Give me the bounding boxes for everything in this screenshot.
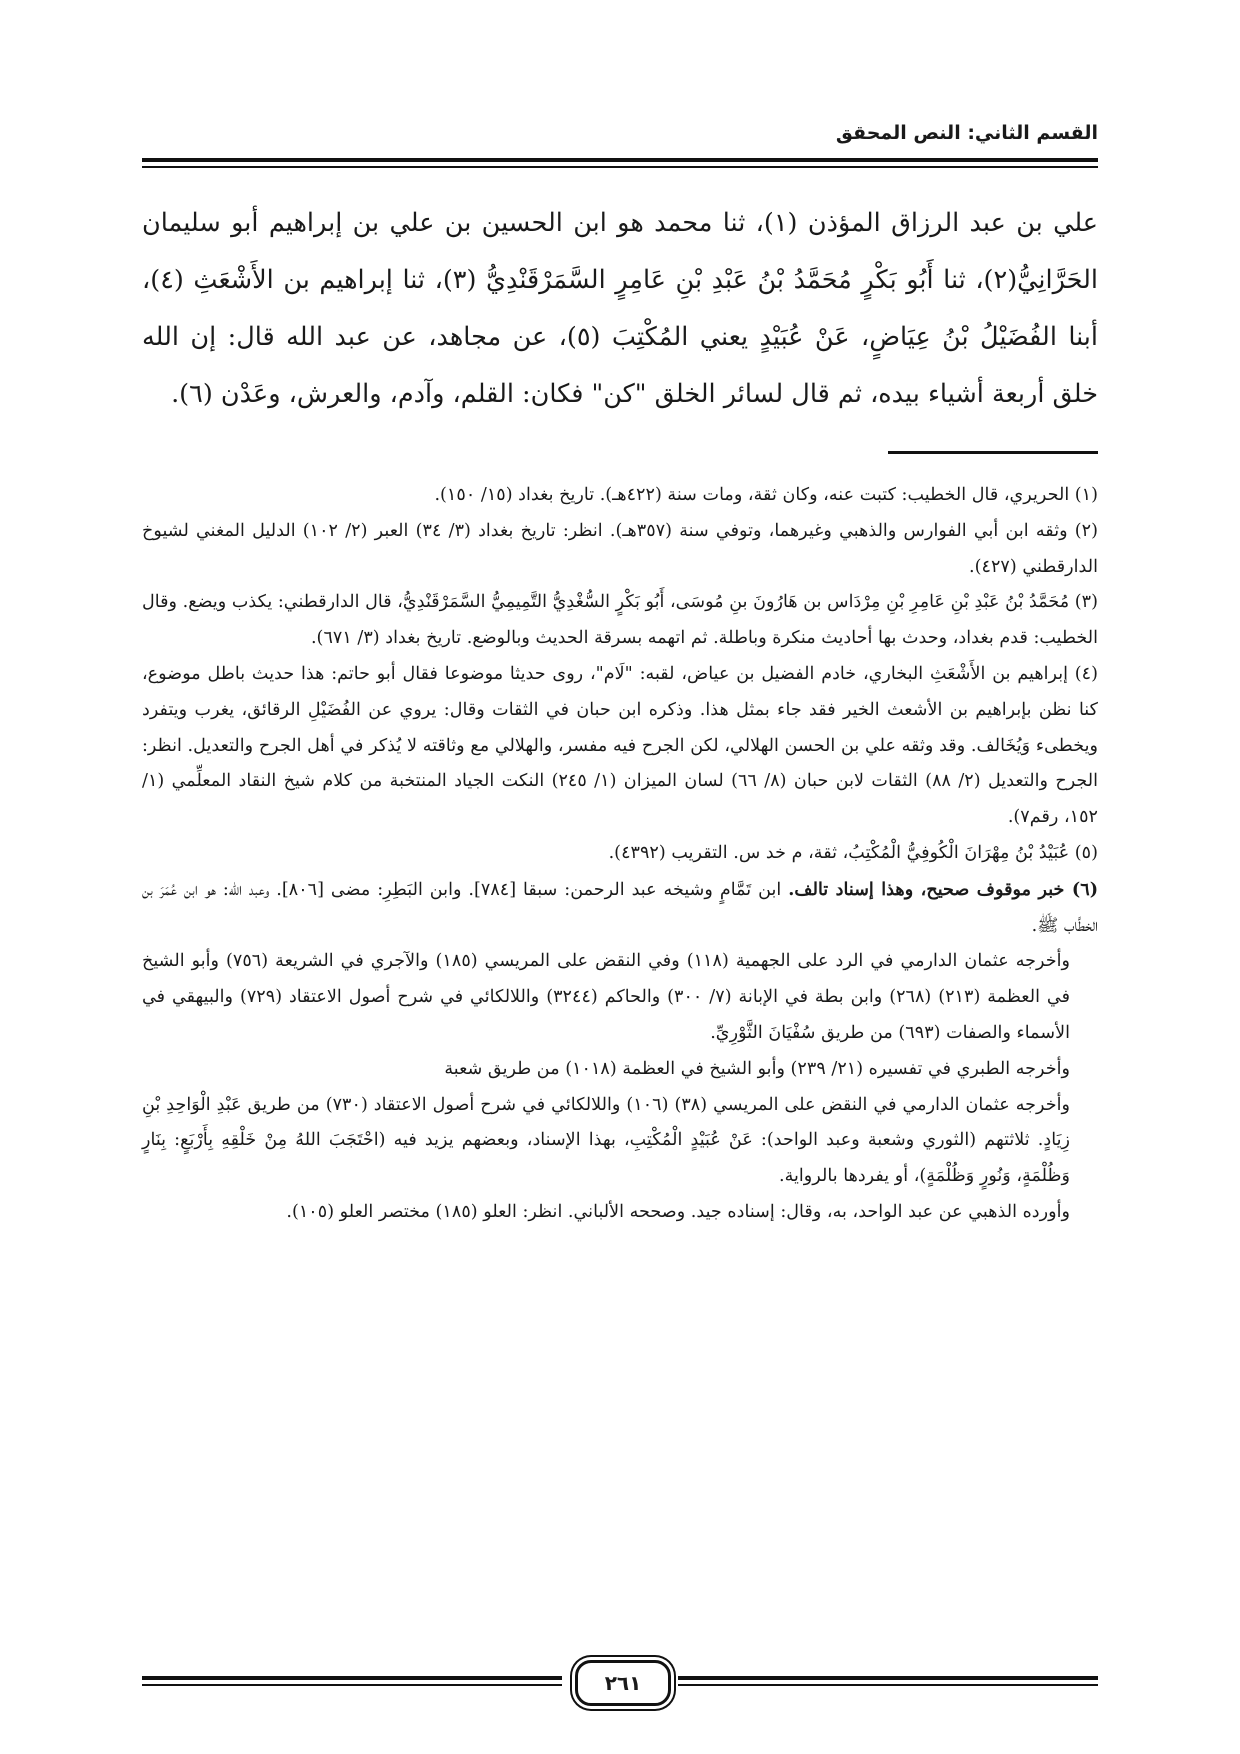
footnote-6-para-5: وأورده الذهبي عن عبد الواحد، به، وقال: إسناده جيد. وصححه الألباني. انظر: العلو (١٨٥) مختصر العلو (١٠٥). — [286, 1201, 1070, 1222]
header-rule-thin — [142, 166, 1098, 168]
main-paragraph: علي بن عبد الرزاق المؤذن (١)، ثنا محمد هو ابن الحسين بن علي بن إبراهيم أبو سليمان الحَرَّانِيُّ(٢)، ثنا أَبُو بَكْرٍ مُحَمَّدُ بْنُ عَبْدِ بْنِ عَامِرٍ السَّمَرْقَنْدِيُّ (٣)، ثنا إبراهيم بن الأَشْعَثِ (٤)، أبنا الفُضَيْلُ بْنُ عِيَاضٍ، عَنْ عُبَيْدٍ يعني المُكْتِبَ (٥)، عن مجاهد، عن عبد الله قال: إن الله خلق أربعة أشياء بيده، ثم قال لسائر الخلق "كن" فكان: القلم، وآدم، والعرش، وعَدْن (٦). — [142, 208, 1098, 409]
footnote-3: (٣) مُحَمَّدُ بْنُ عَبْدِ بْنِ عَامِرِ بْنِ مِرْدَاس بن هَارُونَ بنِ مُوسَى، أَبُو بَكْرٍ السُّغْدِيُّ التَّمِيمِيُّ السَّمَرْقَنْدِيُّ، قال الدارقطني: يكذب ويضع. وقال الخطيب: قدم بغداد، وحدث بها أحاديث منكرة وباطلة. ثم اتهمه بسرقة الحديث وبالوضع. تاريخ بغداد (٣/ ٦٧١). — [142, 592, 1098, 649]
footer-rule-left-thin — [142, 1684, 562, 1686]
header-rule-thick — [142, 158, 1098, 162]
footnote-6-para-2: وأخرجه عثمان الدارمي في الرد على الجهمية (١١٨) وفي النقض على المريسي (١٨٥) والآجري في الشريعة (٧٥٦) وأبو الشيخ في العظمة (٢١٣) (٢٦٨) وابن بطة في الإبانة (٧/ ٣٠٠) والحاكم (٣٢٤٤) واللالكائي في شرح أصول الاعتقاد (٧٢٩) والبيهقي في الأسماء والصفات (٦٩٣) من طريق سُفْيَانَ الثَّوْرِيِّ. — [142, 951, 1070, 1043]
page-number: ٢٦١ — [575, 1660, 671, 1706]
footnote-6-text: ابن تَمَّامٍ وشيخه عبد الرحمن: سبقا [٧٨٤]. وابن البَطِرِ: مضى [٨٠٦]. وعبد الله: هو ابن عُمَرَ بن الخطَّاب ﷺ. — [142, 879, 1098, 936]
running-header: القسم الثاني: النص المحقق — [835, 122, 1098, 144]
footnotes-block — [142, 478, 1098, 1231]
footnote-1: (١) الحريري، قال الخطيب: كتبت عنه، وكان ثقة، ومات سنة (٤٢٢هـ). تاريخ بغداد (١٥/ ١٥٠). — [434, 485, 1098, 505]
footer-rule-right-thin — [678, 1684, 1098, 1686]
footnote-5: (٥) عُبَيْدُ بْنُ مِهْرَانَ الْكُوفِيُّ الْمُكْتِبُ، ثقة، م خد س. التقريب (٤٣٩٢). — [608, 842, 1098, 863]
footnote-6-para-4: وأخرجه عثمان الدارمي في النقض على المريسي (٣٨) (١٠٦) واللالكائي في شرح أصول الاعتقاد (٧٣٠) من طريق عَبْدِ الْوَاحِدِ بْنِ زِيَادٍ. ثلاثتهم (الثوري وشعبة وعبد الواحد): عَنْ عُبَيْدٍ الْمُكْتِبِ، بهذا الإسناد، وبعضهم يزيد فيه (احْتَجَبَ اللهُ مِنْ خَلْقِهِ بِأَرْبَعٍ: بِنَارٍ وَظُلْمَةٍ، وَنُورٍ وَظُلْمَةٍ)، أو يفردها بالرواية. — [142, 1094, 1070, 1187]
footnote-4: (٤) إبراهيم بن الأَشْعَثِ البخاري، خادم الفضيل بن عياض، لقبه: "لَام"، روى حديثا موضوعا فقال أبو حاتم: هذا حديث باطل موضوع، كنا نظن بإبراهيم بن الأشعث الخير فقد جاء بمثل هذا. وذكره ابن حبان في الثقات وقال: يروي عن الفُضَيْلِ الرقائق، يغرب ويتفرد ويخطىء وَيُخَالف. وقد وثقه علي بن الحسن الهلالي، لكن الجرح فيه مفسر، والهلالي مع وثاقته لا يُذكر في أهل الجرح والتعديل. انظر: الجرح والتعديل (٢/ ٨٨) الثقات لابن حبان (٨/ ٦٦) لسان الميزان (١/ ٢٤٥) النكت الجياد المنتخبة من كلام شيخ النقاد المعلِّمي (١/ ١٥٢، رقم٧). — [142, 663, 1099, 828]
footnote-separator — [888, 451, 1098, 454]
footer-rule-left-thick — [142, 1676, 562, 1680]
footnote-6-para-3: وأخرجه الطبري في تفسيره (٢١/ ٢٣٩) وأبو الشيخ في العظمة (١٠١٨) من طريق شعبة — [444, 1058, 1070, 1079]
main-text-block — [142, 195, 1098, 423]
footnote-6-verdict: (٦) خبر موقوف صحيح، وهذا إسناد تالف. — [788, 878, 1099, 900]
footnote-6 — [142, 872, 1098, 945]
footer-rule-right-thick — [678, 1676, 1098, 1680]
footnote-2: (٢) وثقه ابن أبي الفوارس والذهبي وغيرهما، وتوفي سنة (٣٥٧هـ). انظر: تاريخ بغداد (٣/ ٣٤) العبر (٢/ ١٠٢) الدليل المغني لشيوخ الدارقطني (٤٢٧). — [142, 520, 1098, 577]
